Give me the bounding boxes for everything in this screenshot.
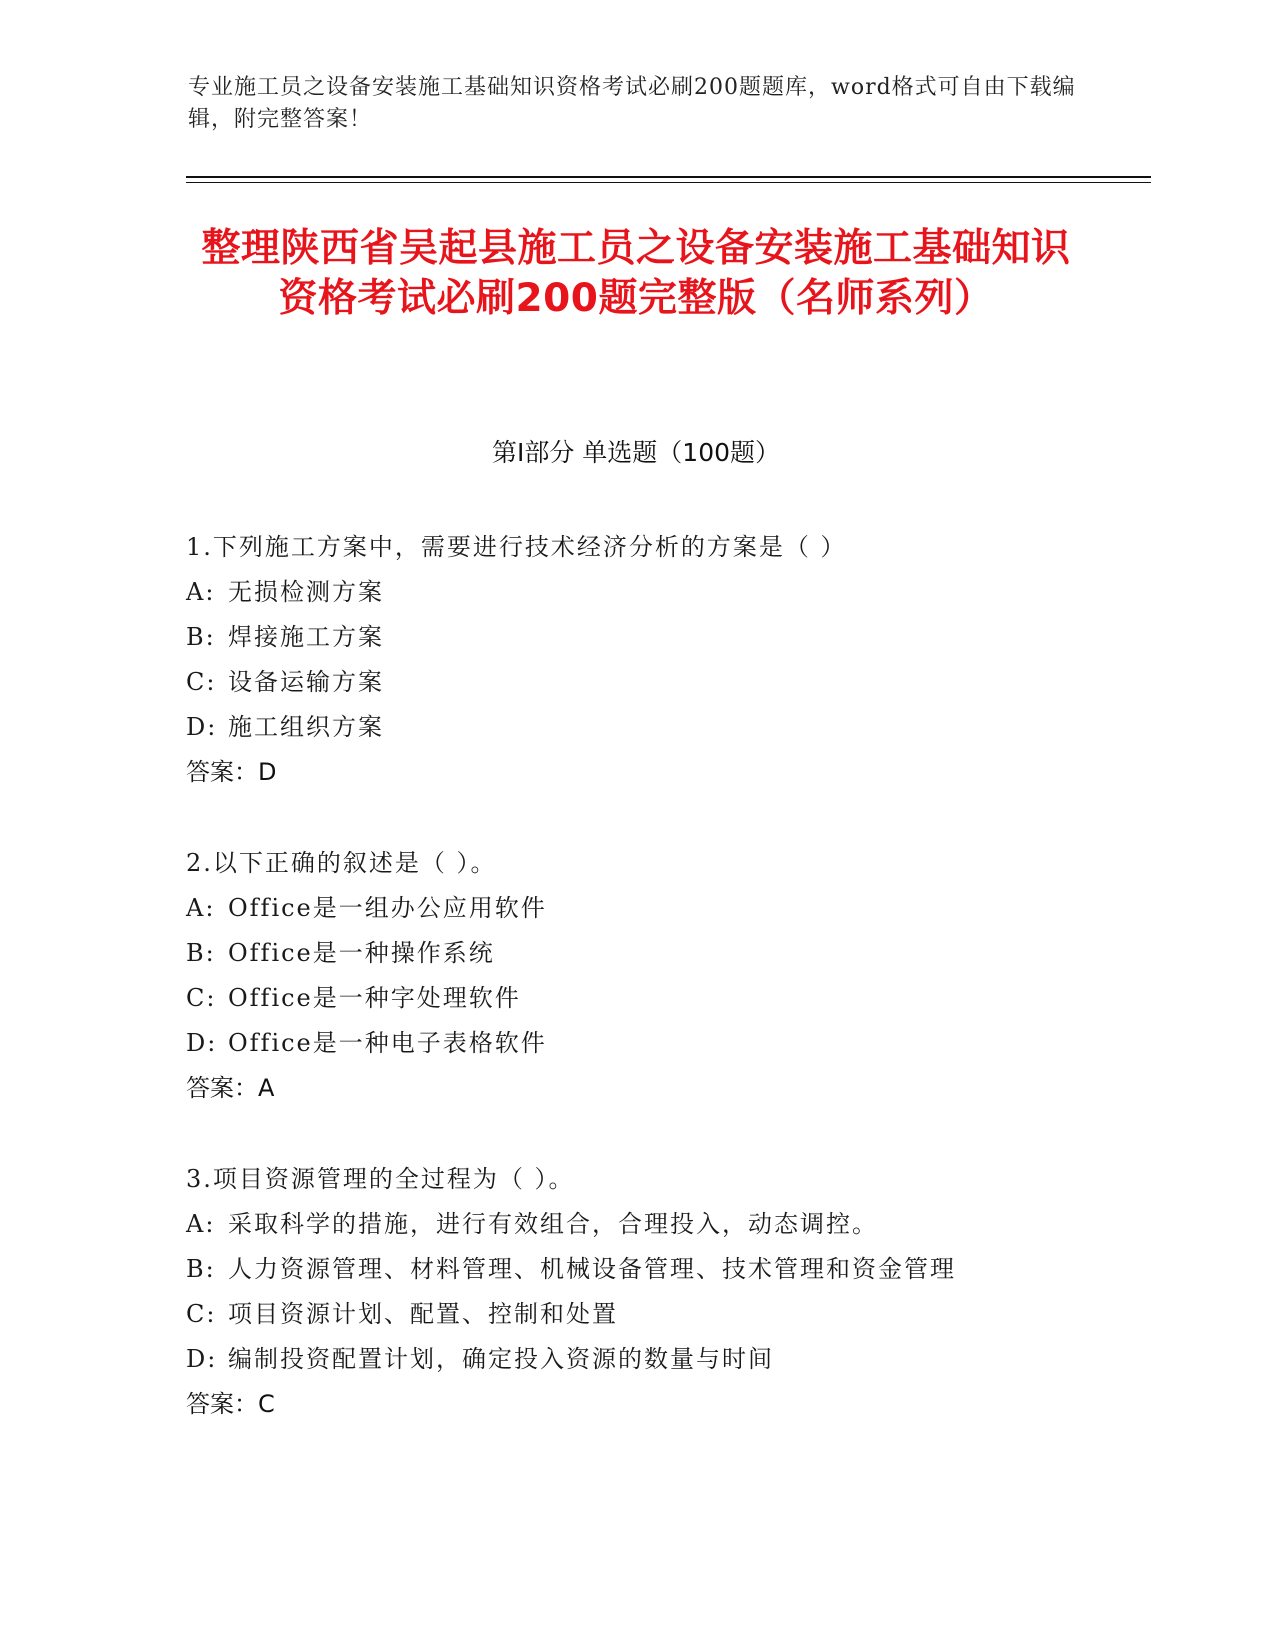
question-stem: 2.以下正确的叙述是（ ）。 [186,849,497,877]
option-letter: B: [186,1255,216,1283]
option-text: 设备运输方案 [228,668,384,696]
option-b [186,615,1106,660]
option-a [186,886,1106,931]
option-letter: C: [186,668,217,696]
option-letter: C: [186,984,217,1012]
option-letter: B: [186,623,216,651]
question-2 [186,841,1106,1111]
option-c [186,660,1106,705]
option-d [186,1021,1106,1066]
option-text: 项目资源计划、配置、控制和处置 [228,1300,618,1328]
question-3 [186,1157,1106,1427]
question-list [186,525,1106,1473]
option-text: Office是一种字处理软件 [228,984,521,1012]
option-letter: D: [186,713,218,741]
option-letter: A: [186,1210,216,1238]
option-text: 无损检测方案 [228,578,384,606]
option-text: 焊接施工方案 [228,623,384,651]
option-letter: D: [186,1345,218,1373]
option-d [186,705,1106,750]
option-b [186,1247,1106,1292]
question-stem: 3.项目资源管理的全过程为（ ）。 [186,1165,575,1193]
option-text: 编制投资配置计划，确定投入资源的数量与时间 [228,1345,774,1373]
option-c [186,976,1106,1021]
answer-line: 答案：A [186,1074,275,1102]
option-a [186,1202,1106,1247]
option-text: Office是一种操作系统 [228,939,495,967]
option-d [186,1337,1106,1382]
option-text: 采取科学的措施，进行有效组合，合理投入，动态调控。 [228,1210,878,1238]
option-letter: B: [186,939,216,967]
document-title: 整理陕西省吴起县施工员之设备安装施工基础知识资格考试必刷200题完整版（名师系列） [201,226,1071,321]
section-title: 第Ⅰ部分 单选题（100题） [491,438,781,467]
option-c [186,1292,1106,1337]
option-text: Office是一种电子表格软件 [228,1029,547,1057]
option-letter: A: [186,578,216,606]
header-rule-thick [186,176,1151,178]
question-stem: 1.下列施工方案中，需要进行技术经济分析的方案是（ ） [186,533,847,561]
option-letter: C: [186,1300,217,1328]
header-note: 专业施工员之设备安装施工基础知识资格考试必刷200题题库，word格式可自由下载编辑，附完整答案！ [188,75,1076,132]
option-letter: D: [186,1029,218,1057]
question-1 [186,525,1106,795]
answer-line: 答案：D [186,758,277,786]
option-a [186,570,1106,615]
header-rule-thin [186,182,1151,183]
option-letter: A: [186,894,216,922]
answer-line: 答案：C [186,1390,275,1418]
option-text: 人力资源管理、材料管理、机械设备管理、技术管理和资金管理 [228,1255,956,1283]
option-b [186,931,1106,976]
option-text: Office是一组办公应用软件 [228,894,547,922]
option-text: 施工组织方案 [228,713,384,741]
